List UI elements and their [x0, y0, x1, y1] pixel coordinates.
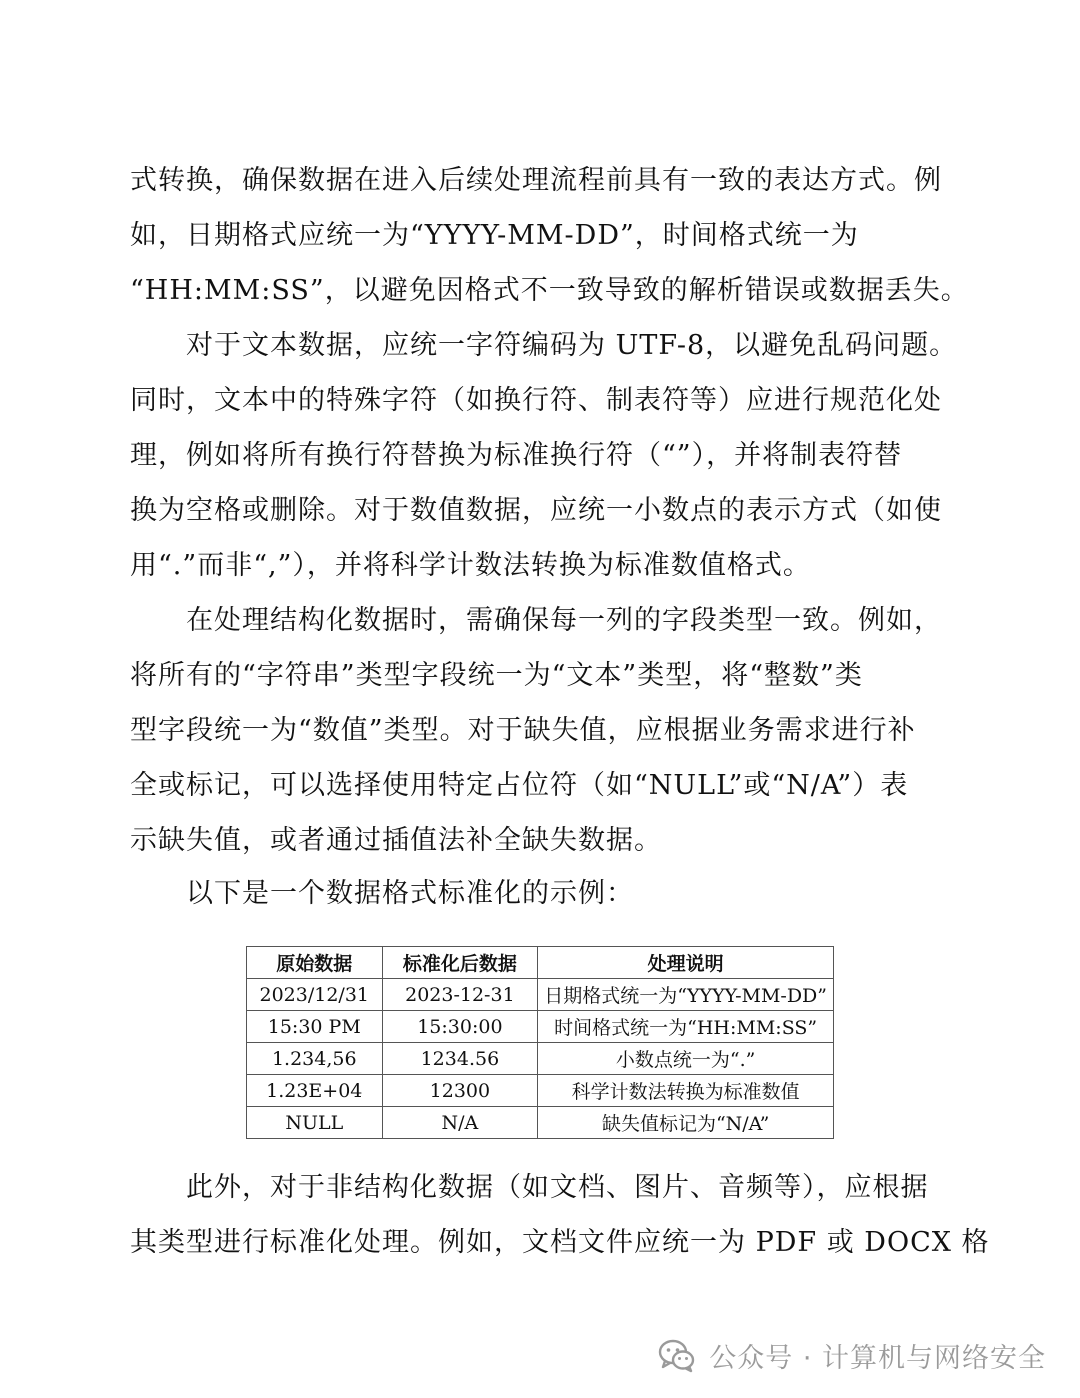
column-header-standardized: 标准化后数据 — [382, 947, 538, 979]
table-row — [247, 1011, 834, 1043]
text-line: 如，日期格式应统一为“YYYY-MM-DD”，时间格式统一为 — [130, 220, 859, 251]
cell-original: 2023/12/31 — [247, 979, 383, 1011]
paragraph-unstructured-data — [130, 1160, 990, 1270]
column-header-original: 原始数据 — [247, 947, 383, 979]
paragraph-example-intro — [130, 866, 948, 921]
text-line: “HH:MM:SS”，以避免因格式不一致导致的解析错误或数据丢失。 — [130, 275, 969, 306]
cell-standardized: 12300 — [382, 1075, 538, 1107]
cell-description: 科学计数法转换为标准数值 — [538, 1075, 834, 1107]
cell-description: 时间格式统一为“HH:MM:SS” — [538, 1011, 834, 1043]
paragraph-text-data — [130, 318, 958, 593]
table-header-row — [247, 947, 834, 979]
cell-description: 小数点统一为“.” — [538, 1043, 834, 1075]
cell-original: 1.23E+04 — [247, 1075, 383, 1107]
cell-description: 日期格式统一为“YYYY-MM-DD” — [538, 979, 834, 1011]
cell-original: NULL — [247, 1107, 383, 1139]
cell-description: 缺失值标记为“N/A” — [538, 1107, 834, 1139]
text-line: 理，例如将所有换行符替换为标准换行符（“”），并将制表符替 — [130, 440, 903, 471]
text-line: 在处理结构化数据时，需确保每一列的字段类型一致。例如， — [186, 605, 942, 636]
cell-standardized: N/A — [382, 1107, 538, 1139]
text-line: 同时，文本中的特殊字符（如换行符、制表符等）应进行规范化处 — [130, 385, 942, 416]
watermark-text: 公众号 · 计算机与网络安全 — [709, 1342, 1046, 1374]
text-line: 式转换，确保数据在进入后续处理流程前具有一致的表达方式。例 — [130, 165, 942, 196]
paragraph-structured-data — [130, 593, 948, 868]
table-row — [247, 1043, 834, 1075]
paragraph-format-conversion — [130, 153, 969, 318]
cell-standardized: 15:30:00 — [382, 1011, 538, 1043]
table-row — [247, 1075, 834, 1107]
table-row — [247, 979, 834, 1011]
text-line: 型字段统一为“数值”类型。对于缺失值，应根据业务需求进行补 — [130, 715, 916, 746]
standardization-example-table — [246, 946, 834, 1139]
cell-standardized: 1234.56 — [382, 1043, 538, 1075]
text-line: 其类型进行标准化处理。例如，文档文件应统一为 PDF 或 DOCX 格 — [130, 1227, 990, 1258]
wechat-account-watermark — [657, 1335, 1046, 1375]
cell-original: 15:30 PM — [247, 1011, 383, 1043]
text-line: 以下是一个数据格式标准化的示例： — [186, 878, 634, 909]
cell-original: 1.234,56 — [247, 1043, 383, 1075]
text-line: 用“.”而非“,”），并将科学计数法转换为标准数值格式。 — [130, 550, 811, 581]
wechat-icon — [657, 1335, 697, 1375]
text-line: 将所有的“字符串”类型字段统一为“文本”类型，将“整数”类 — [130, 660, 863, 691]
text-line: 换为空格或删除。对于数值数据，应统一小数点的表示方式（如使 — [130, 495, 942, 526]
table-row — [247, 1107, 834, 1139]
text-line: 此外，对于非结构化数据（如文档、图片、音频等），应根据 — [186, 1172, 929, 1203]
text-line: 全或标记，可以选择使用特定占位符（如“NULL”或“N/A”）表 — [130, 770, 909, 801]
column-header-description: 处理说明 — [538, 947, 834, 979]
text-line: 示缺失值，或者通过插值法补全缺失数据。 — [130, 825, 662, 856]
text-line: 对于文本数据，应统一字符编码为 UTF-8，以避免乱码问题。 — [186, 330, 958, 361]
cell-standardized: 2023-12-31 — [382, 979, 538, 1011]
